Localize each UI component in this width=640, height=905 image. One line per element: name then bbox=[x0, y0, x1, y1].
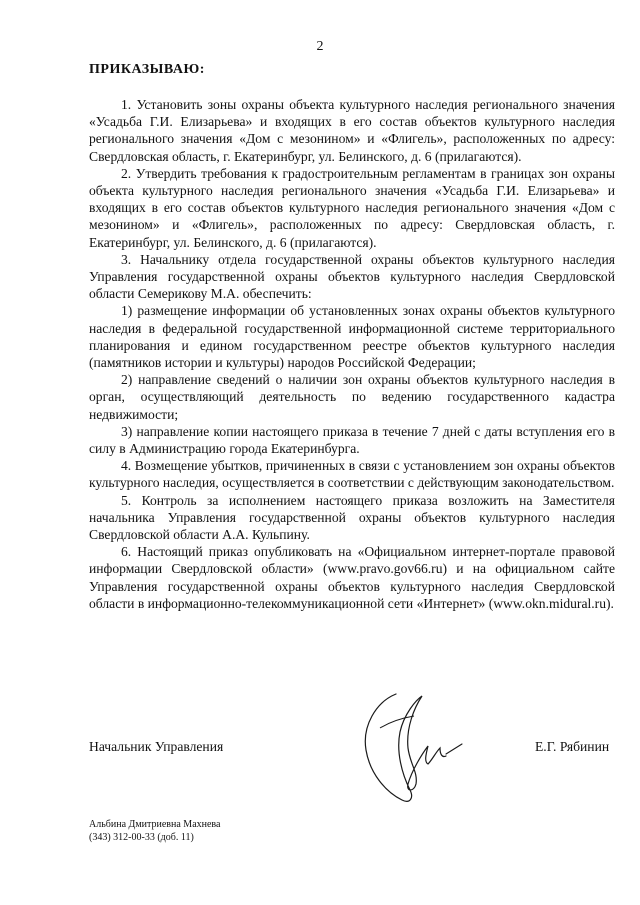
paragraph-5: 5. Контроль за исполнением настоящего приказа возложить на Заместителя начальника Управления государственной охраны объектов культурного наследия Свердловской области А.А. Кульпину. bbox=[89, 492, 615, 543]
executor-block bbox=[89, 818, 220, 844]
order-heading: ПРИКАЗЫВАЮ: bbox=[89, 62, 205, 77]
executor-name: Альбина Дмитриевна Махнева bbox=[89, 819, 221, 830]
paragraph-3-subitem-3: 3) направление копии настоящего приказа в течение 7 дней с даты вступления его в силу в Администрацию города Екатеринбурга. bbox=[89, 423, 615, 457]
paragraph-4: 4. Возмещение убытков, причиненных в связи с установлением зон охраны объектов культурного наследия, осуществляется в соответствии с действующим законодательством. bbox=[89, 458, 615, 491]
signer-title: Начальник Управления bbox=[89, 739, 224, 754]
page-number: 2 bbox=[316, 39, 324, 54]
order-body bbox=[89, 96, 615, 612]
paragraph-3-subitem-2: 2) направление сведений о наличии зон охраны объектов культурного наследия в орган, осуществляющий деятельность по ведению государственного кадастра недвижимости; bbox=[89, 372, 615, 422]
handwritten-signature bbox=[356, 688, 466, 806]
paragraph-3: 3. Начальнику отдела государственной охраны объектов культурного наследия Управления государственной охраны объектов культурного наследия Свердловской области Семерикову М.А. обеспечить: bbox=[89, 251, 615, 302]
paragraph-2: 2. Утвердить требования к градостроительным регламентам в границах зон охраны объекта культурного наследия регионального значения «Усадьба Г.И. Елизарьева» и входящих в его состав объектов культурного наследия регионального значения «Дом с мезонином» и «Флигель», расположенных по адресу: Свердловская область, г. Екатеринбург, ул. Белинского, д. 6 (прилагаются). bbox=[89, 165, 615, 250]
signer-name: Е.Г. Рябинин bbox=[535, 739, 610, 754]
paragraph-3-subitem-1: 1) размещение информации об установленных зонах охраны объектов культурного наследия в федеральной государственной информационной системе территориального планирования и едином государственном реестре объектов культурного наследия (памятников истории и культуры) народов Российской Федерации; bbox=[89, 303, 615, 371]
paragraph-1: 1. Установить зоны охраны объекта культурного наследия регионального значения «Усадьба Г.И. Елизарьева» и входящих в его состав объектов культурного наследия регионального значения «Дом с мезонином» и «Флигель», расположенных по адресу: Свердловская область, г. Екатеринбург, ул. Белинского, д. 6 (прилагаются). bbox=[89, 97, 615, 164]
paragraph-6: 6. Настоящий приказ опубликовать на «Официальном интернет-портале правовой информации Свердловской области» (www.pravo.gov66.ru) и на официальном сайте Управления государственной охраны объектов культурного наследия Свердловской области в информационно-телекоммуникационной сети «Интернет» (www.okn.midural.ru). bbox=[89, 544, 615, 611]
executor-phone: (343) 312-00-33 (доб. 11) bbox=[89, 832, 194, 843]
